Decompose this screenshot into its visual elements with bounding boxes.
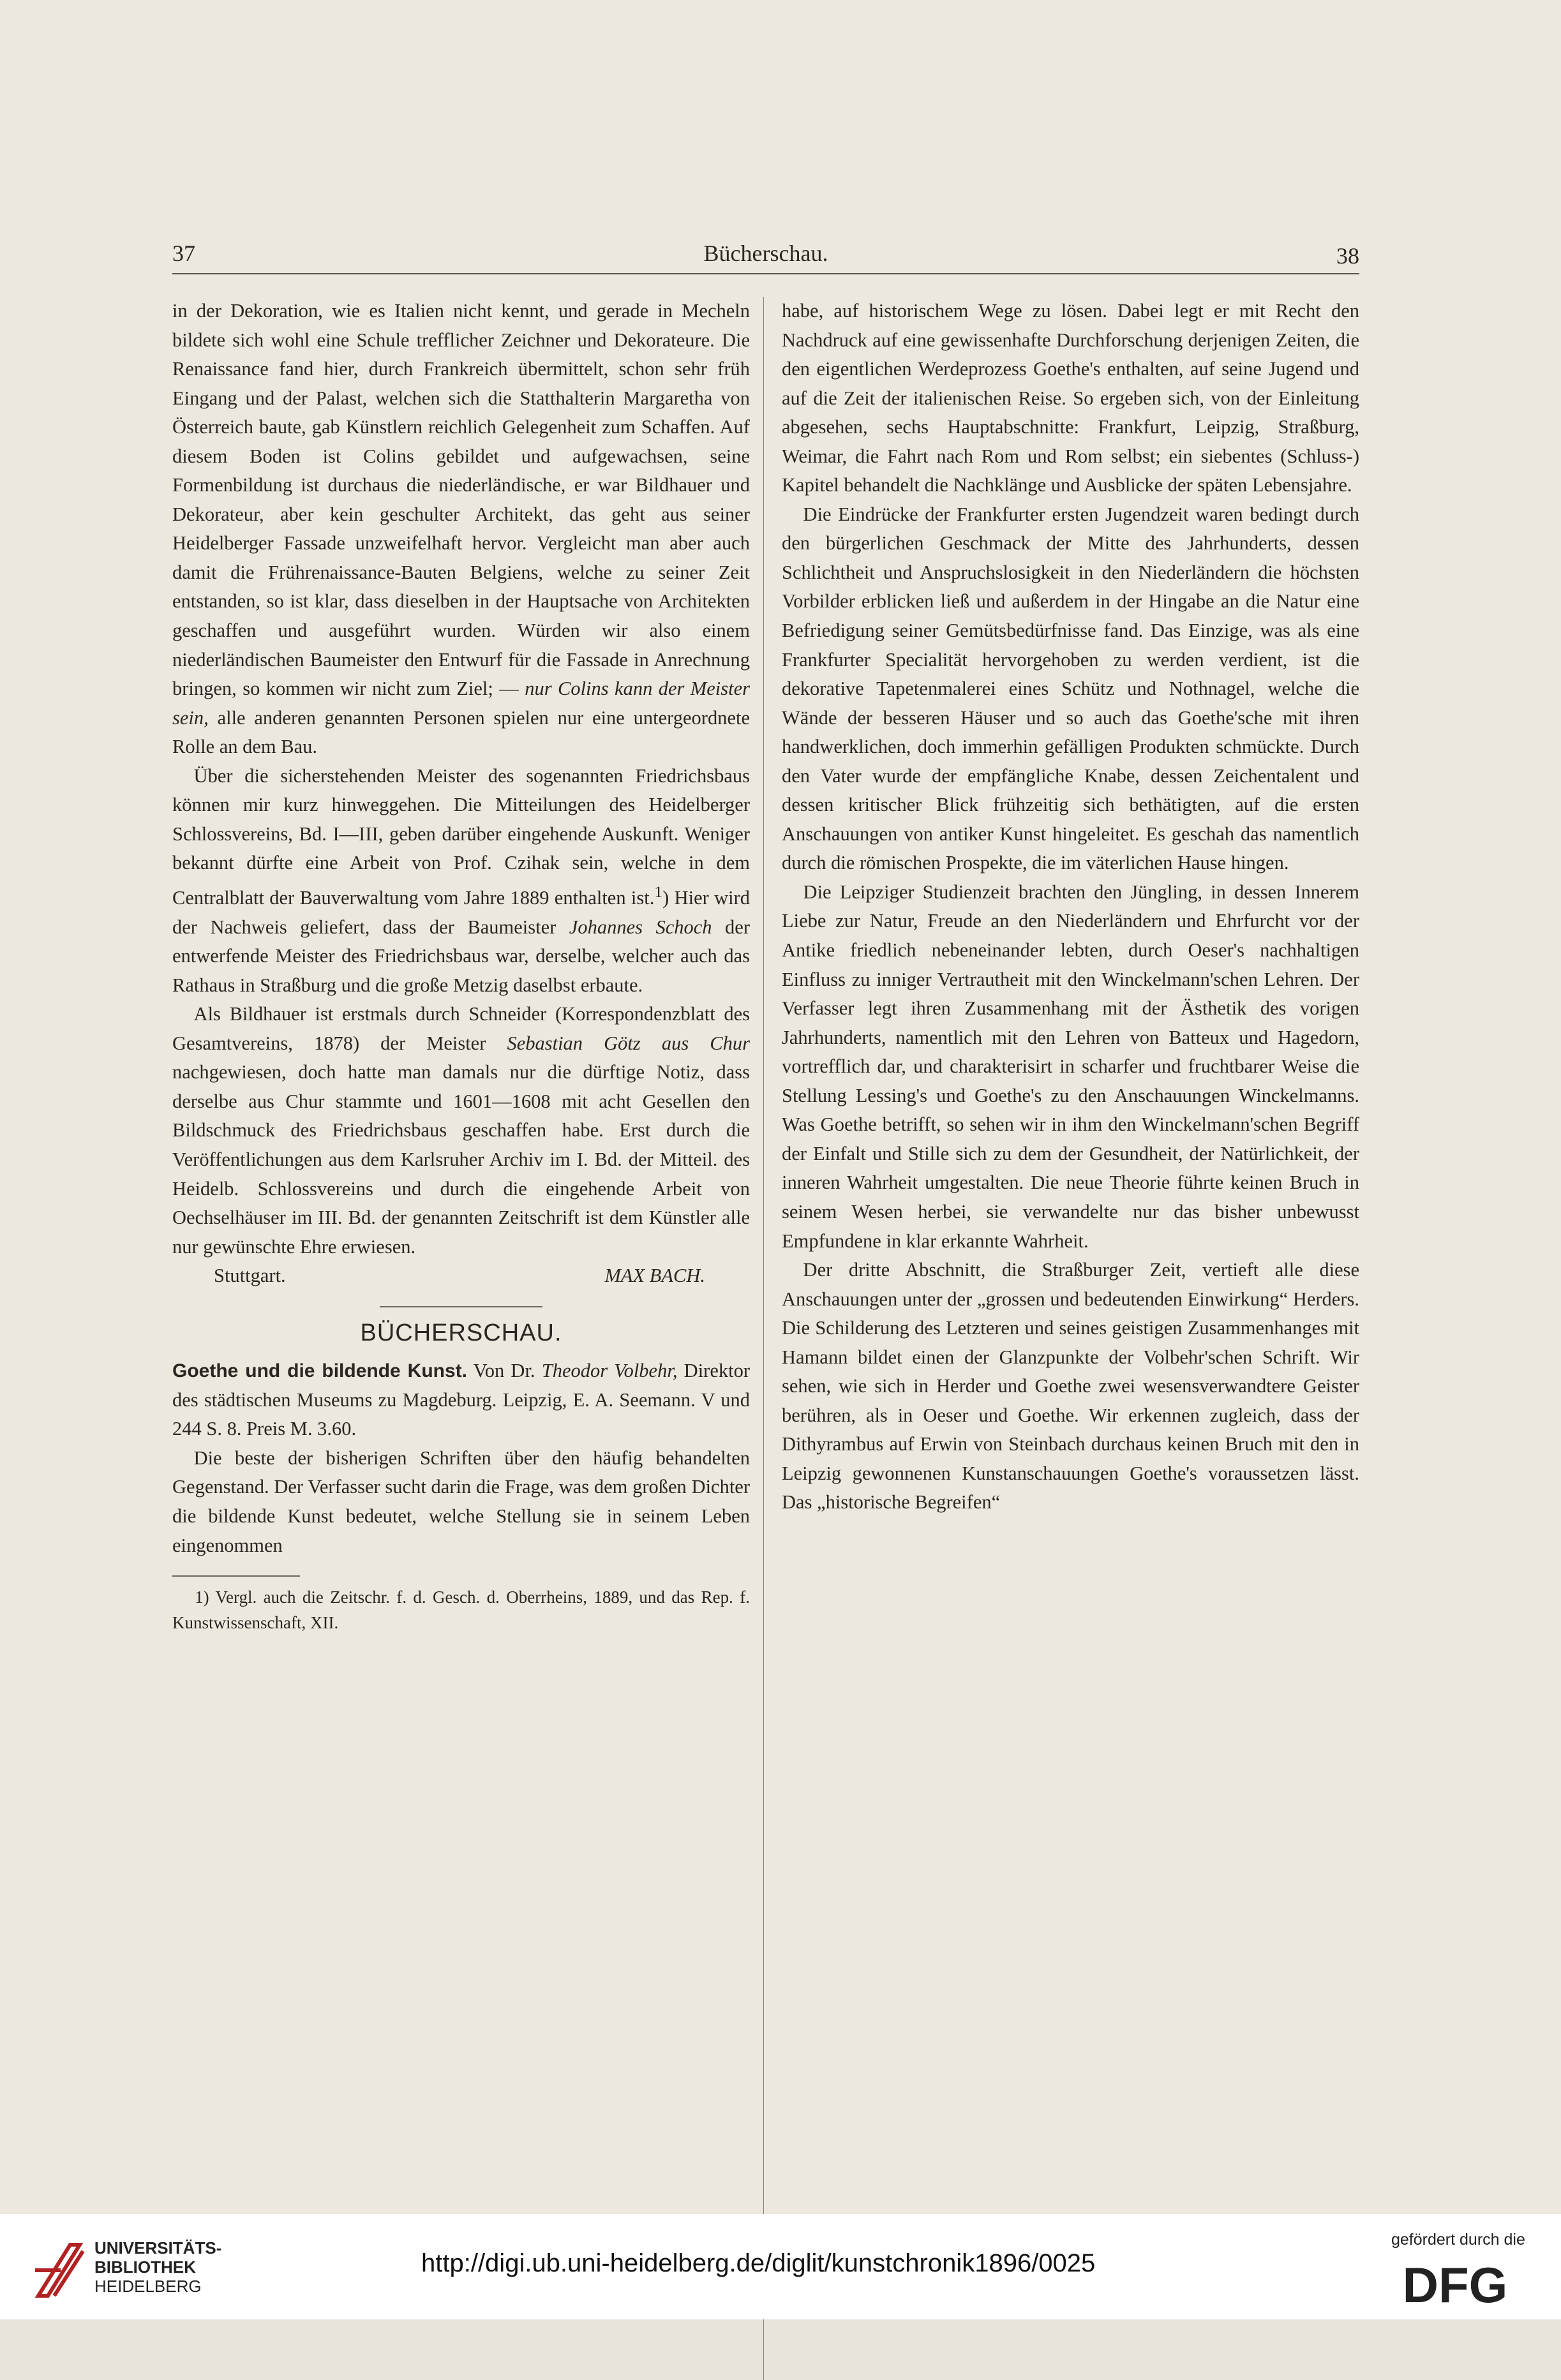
right-column bbox=[782, 297, 1359, 1517]
signature bbox=[172, 1261, 750, 1291]
footnote-marker: 1 bbox=[654, 882, 663, 901]
page-number-left: 37 bbox=[172, 241, 195, 266]
funding-note: gefördert durch die bbox=[1391, 2231, 1525, 2249]
running-title: Bücherschau. bbox=[703, 241, 828, 266]
paragraph: Über die sicherstehenden Meister des sogenannten Friedrichsbaus können mir kurz hinweggehen. Die Mitteilungen des Heidelberger Schlossvereins, Bd. I—III, geben darüber eingehende Auskunft. Weniger bekannt dürfte eine Arbeit von Prof. Czihak sein, welche in dem Centralblatt der Bauverwaltung vom Jahre 1889 enthalten ist.$^1$) Hier wird der Nachweis geliefert, dass der Baumeister Johannes Schoch der entwerfende Meister des Friedrichsbaus war, derselbe, welcher auch das Rathaus in Straßburg und die große Metzig daselbst erbaute. bbox=[172, 764, 750, 996]
section-divider bbox=[380, 1306, 542, 1307]
university-library-logo-icon bbox=[32, 2232, 89, 2302]
paragraph: Als Bildhauer ist erstmals durch Schneider (Korrespondenzblatt des Gesamtvereins, 1878) der Meister Sebastian Götz aus Chur nachgewiesen, doch hatte man damals nur die dürftige Notiz, dass derselbe aus Chur stammte und 1601—1608 mit acht Gesellen den Bildschmuck des Friedrichsbaus geschaffen habe. Erst durch die Veröffentlichungen aus dem Karlsruher Archiv im I. Bd. der Mitteil. des Heidelb. Schlossvereins und durch die eingehende Arbeit von Oechselhäuser im III. Bd. der genannten Zeitschrift ist dem Künstler alle nur gewünschte Ehre erwiesen. bbox=[172, 1003, 750, 1258]
footnote-divider bbox=[172, 1575, 300, 1577]
footnote: 1) Vergl. auch die Zeitschr. f. d. Gesch. d. Oberrheins, 1889, und das Rep. f. Kunstwissenschaft, XII. bbox=[172, 1588, 750, 1633]
page-header bbox=[172, 237, 1359, 274]
section-title: BÜCHERSCHAU. bbox=[360, 1319, 562, 1346]
left-column bbox=[172, 297, 750, 1635]
library-name: UNIVERSITÄTS- BIBLIOTHEK HEIDELBERG bbox=[94, 2238, 222, 2296]
paragraph: Die Eindrücke der Frankfurter ersten Jugendzeit waren bedingt durch den bürgerlichen Geschmack der Mitte des Jahrhunderts, dessen Schlichtheit und Anspruchslosigkeit in den Niederländern die höchsten Vorbilder erblicken ließ und außerdem in der Hingabe an die Natur eine Befriedigung seiner Gemütsbedürfnisse fand. Das Einzige, was als eine Frankfurter Specialität hervorgehoben zu werden verdient, ist die dekorative Tapetenmalerei eines Schütz und Nothnagel, welche die Wände der besseren Häuser und so auch das Goethe'sche mit ihren handwerklichen, doch immerhin gefälligen Produkten schmückte. Durch den Vater wurde der empfängliche Knabe, dessen Zeichentalent und dessen kritischer Blick frühzeitig sich bethätigten, auf die ersten Anschauungen von antiker Kunst hingeleitet. Es geschah das namentlich durch die römischen Prospekte, die im väterlichen Hause hingen. bbox=[782, 503, 1359, 874]
page-number-right: 38 bbox=[1336, 243, 1359, 269]
paragraph: Der dritte Abschnitt, die Straßburger Zeit, vertieft alle diese Anschauungen unter der „grossen und bedeutenden Einwirkung“ Herders. Die Schilderung des Letzteren und seines geistigen Zusammenhanges mit Hamann bildet einen der Glanzpunkte der Volbehr'schen Schrift. Wir sehen, wie sich in Herder und Goethe zwei wesensverwandtere Geister berühren, als in Oeser und Goethe. Wir erkennen zugleich, dass der Dithyrambus auf Erwin von Steinbach durchaus keinen Bruch mit den in Leipzig gewonnenen Kunstanschauungen Goethe's voraussetzen lässt. Das „historische Begreifen“ bbox=[782, 1259, 1359, 1514]
dfg-logo-icon bbox=[1372, 2257, 1538, 2309]
signature-author: MAX BACH. bbox=[604, 1265, 705, 1287]
svg-text:DFG: DFG bbox=[1402, 2257, 1508, 2309]
paragraph: in der Dekoration, wie es Italien nicht kennt, und gerade in Mecheln bildete sich wohl eine Schule trefflicher Zeichner und Dekorateure. Die Renaissance fand hier, durch Frankreich übermittelt, schon sehr früh Eingang und der Palast, welchen sich die Statthalterin Margaretha von Österreich baute, gab Künstlern reichlich Gelegenheit zum Schaffen. Auf diesem Boden ist Colins gebildet und aufgewachsen, seine Formenbildung ist durchaus die niederländische, er war Bildhauer und Dekorateur, aber kein geschulter Architekt, das geht aus seiner Heidelberger Fassade unzweifelhaft hervor. Vergleicht man aber auch damit die Frührenaissance-Bauten Belgiens, welche zu seiner Zeit entstanden, so ist klar, dass dieselben in der Hauptsache von Architekten geschaffen und ausgeführt wurden. Würden wir also einem niederländischen Baumeister den Entwurf für die Fassade in Anrechnung bringen, so kommen wir nicht zum Ziel; — nur Colins kann der Meister sein, alle anderen genannten Personen spielen nur eine untergeordnete Rolle an dem Bau. bbox=[172, 300, 750, 758]
source-url-link[interactable]: http://digi.ub.uni-heidelberg.de/diglit/kunstchronik1896/0025 bbox=[421, 2249, 1096, 2277]
paragraph: Die Leipziger Studienzeit brachten den Jüngling, in dessen Innerem Liebe zur Natur, Freude an den Niederländern und Ehrfurcht vor der Antike friedlich nebeneinander lebten, durch Oeser's nachhaltigen Einfluss zu inniger Vertrautheit mit den Winckelmann'schen Lehren. Der Verfasser legt ihren Zusammenhang mit der Ästhetik des vorigen Jahrhunderts, namentlich mit den Lehren von Batteux und Hagedorn, vortrefflich dar, und charakterisirt in scharfer und fruchtbarer Weise die Stellung Lessing's und Goethe's zu den Anschauungen Winckelmanns. Was Goethe betrifft, so sehen wir in ihm den Winckelmann'schen Begriff der Einfalt und Stille sich zu dem der Gesundheit, der Natürlichkeit, der inneren Wahrheit umgestalten. Die neue Theorie führte keinen Bruch in seinem Wesen herbei, sie verwandelte nur das bisher unbewusst Empfundene in klar erkannte Wahrheit. bbox=[782, 881, 1359, 1252]
column-divider bbox=[763, 297, 764, 2380]
signature-place: Stuttgart. bbox=[214, 1265, 286, 1287]
review-heading: Goethe und die bildende Kunst. Von Dr. Theodor Volbehr, Direktor des städtischen Museums zu Magdeburg. Leipzig, E. A. Seemann. V und 244 S. 8. Preis M. 3.60. bbox=[172, 1360, 750, 1440]
paragraph: Die beste der bisherigen Schriften über den häufig behandelten Gegenstand. Der Verfasser sucht darin die Frage, was dem großen Dichter die bildende Kunst bedeutet, welche Stellung sie in seinem Leben eingenommen bbox=[172, 1447, 750, 1556]
paragraph: habe, auf historischem Wege zu lösen. Dabei legt er mit Recht den Nachdruck auf eine gewissenhafte Durchforschung derjenigen Zeiten, die den eigentlichen Werdeprozess Goethe's enthalten, auf seine Jugend und auf die Zeit der italienischen Reise. So ergeben sich, von der Einleitung abgesehen, sechs Hauptabschnitte: Frankfurt, Leipzig, Straßburg, Weimar, die Fahrt nach Rom und Rom selbst; ein siebentes (Schluss-) Kapitel behandelt die Nachklänge und Ausblicke der späten Lebensjahre. bbox=[782, 300, 1359, 496]
digitization-footer bbox=[0, 2214, 1561, 2319]
